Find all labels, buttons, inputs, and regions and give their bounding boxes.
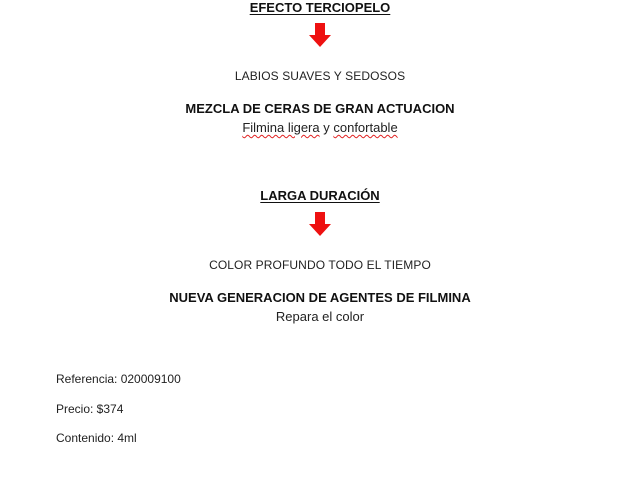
- down-arrow-icon: [0, 23, 640, 47]
- caps-line-color-profundo: COLOR PROFUNDO TODO EL TIEMPO: [209, 258, 431, 272]
- down-arrow-icon-2: [0, 212, 640, 236]
- spec-contenido: Contenido: 4ml: [56, 431, 137, 445]
- plain-conjunction: y: [319, 120, 334, 135]
- plain-line-filmina: [0, 120, 640, 135]
- spellcheck-word-filmina: Filmina ligera: [242, 120, 320, 135]
- bold-line-nueva-generacion: NUEVA GENERACION DE AGENTES DE FILMINA: [169, 290, 471, 305]
- spellcheck-word-confortable: confortable: [333, 120, 398, 135]
- spec-referencia: Referencia: 020009100: [56, 372, 181, 386]
- spec-precio: Precio: $374: [56, 402, 124, 416]
- heading-larga-duracion: LARGA DURACIÓN: [260, 188, 380, 203]
- bold-line-mezcla: MEZCLA DE CERAS DE GRAN ACTUACION: [185, 101, 455, 116]
- heading-efecto-terciopelo: EFECTO TERCIOPELO: [249, 0, 391, 15]
- plain-line-repara: Repara el color: [275, 309, 365, 324]
- caps-line-labios: LABIOS SUAVES Y SEDOSOS: [234, 69, 406, 83]
